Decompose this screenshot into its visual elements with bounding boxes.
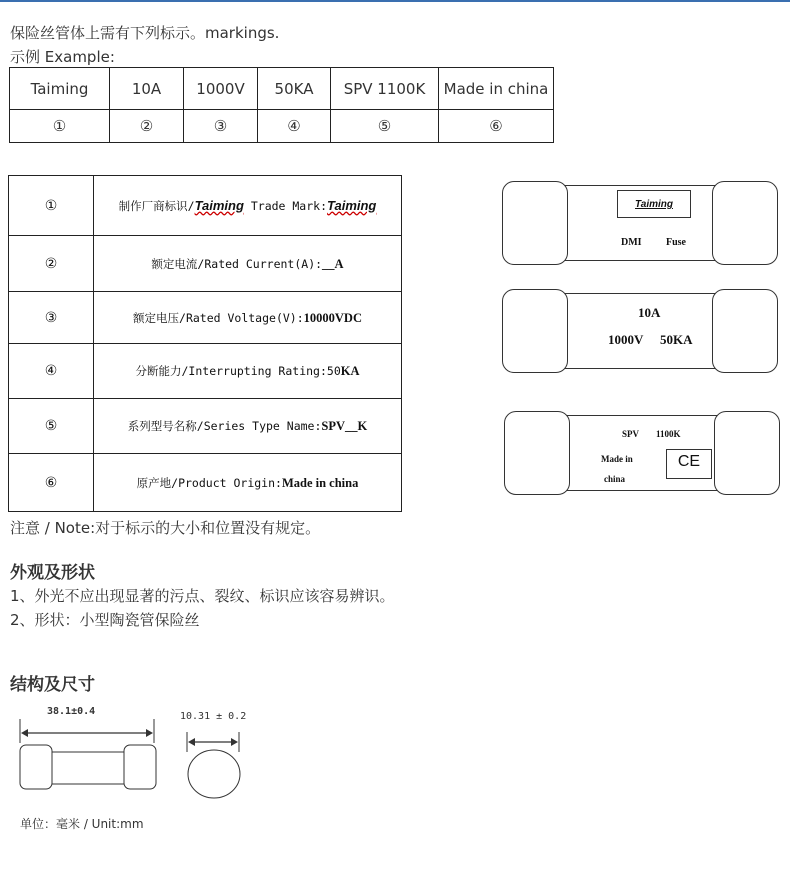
fuse-breaking-text: 50KA [660,332,693,347]
desc-text: 分断能力/Interrupting Rating:50 [135,364,341,378]
fuse-drawing-rating [502,289,778,373]
marking-number: ⑥ [439,110,554,143]
top-border [0,0,790,2]
note-text: 注意 / Note:对于标示的大小和位置没有规定。 [10,519,321,537]
row-number: ⑥ [9,454,94,512]
marking-example-table [9,67,554,143]
desc-text: 原产地/Product Origin: [136,475,282,490]
fuse-type-rating: 1100K [656,429,681,439]
table-row [9,292,402,344]
section-title-appearance: 外观及形状 [10,563,95,583]
marking-header: 10A [110,68,184,110]
desc-value: Made in china [281,475,359,490]
diameter-dimension: 10.31 ± 0.2 [180,711,247,722]
row-description [94,176,402,236]
row-number: ① [9,176,94,236]
fuse-length-drawing [18,705,163,800]
marking-header: 1000V [184,68,258,110]
marking-header: Made in china [439,68,554,110]
marking-number: ④ [258,110,331,143]
example-label: 示例 Example: [10,48,115,66]
desc-text: 系列型号名称/Series Type Name: [127,419,322,433]
fuse-made-text: Made in [601,454,633,464]
row-description [94,399,402,454]
row-number: ④ [9,344,94,399]
table-row [9,399,402,454]
marking-number: ③ [184,110,258,143]
appearance-item: 1、外光不应出现显著的污点、裂纹、标识应该容易辨识。 [10,587,395,605]
brand-mark: Taiming [194,197,244,213]
fuse-drawing-series [504,411,780,495]
fuse-drawing-brand [502,181,778,265]
marking-header: 50KA [258,68,331,110]
length-dimension: 38.1±0.4 [47,706,96,717]
fuse-china-text: china [604,474,626,484]
desc-text: Trade Mark: [243,198,328,213]
section-title-structure: 结构及尺寸 [10,675,95,695]
desc-value: KA [340,364,360,378]
table-row [9,236,402,292]
fuse-diameter-drawing [183,724,247,804]
marking-number: ② [110,110,184,143]
row-description [94,344,402,399]
intro-text: 保险丝管体上需有下列标示。markings. [10,24,280,42]
fuse-series-text: SPV [622,429,640,439]
unit-label: 单位：毫米 / Unit:mm [20,817,144,831]
desc-value: 10000VDC [303,310,362,325]
desc-value: __A [322,256,344,271]
desc-text: 额定电流/Rated Current(A): [151,256,323,271]
fuse-cap-right [712,289,778,373]
table-row [9,344,402,399]
ce-mark: CE [677,453,701,470]
marking-number: ⑤ [331,110,439,143]
row-number: ② [9,236,94,292]
fuse-cap-right [714,411,780,495]
fuse-voltage-text: 1000V [608,332,644,347]
marking-header: SPV 1100K [331,68,439,110]
row-number: ⑤ [9,399,94,454]
desc-text: 额定电压/Rated Voltage(V): [133,310,304,325]
desc-text: 制作厂商标识/ [118,198,195,213]
row-description [94,454,402,512]
appearance-item: 2、形状：小型陶瓷管保险丝 [10,611,200,629]
table-row [9,176,402,236]
row-number: ③ [9,292,94,344]
marking-number: ① [10,110,110,143]
fuse-cap-left [502,181,568,265]
fuse-brand-text: Taiming [635,199,673,210]
row-description [94,236,402,292]
fuse-current-text: 10A [638,305,661,320]
fuse-dmi-text: DMI [621,237,642,248]
fuse-cap-right [712,181,778,265]
marking-detail-table [8,175,402,512]
brand-mark: Taiming [327,197,377,213]
row-description [94,292,402,344]
marking-header: Taiming [10,68,110,110]
desc-value: SPV__K [321,419,368,433]
fuse-cap-left [504,411,570,495]
fuse-type-text: Fuse [666,237,686,248]
table-row [9,454,402,512]
fuse-cap-left [502,289,568,373]
